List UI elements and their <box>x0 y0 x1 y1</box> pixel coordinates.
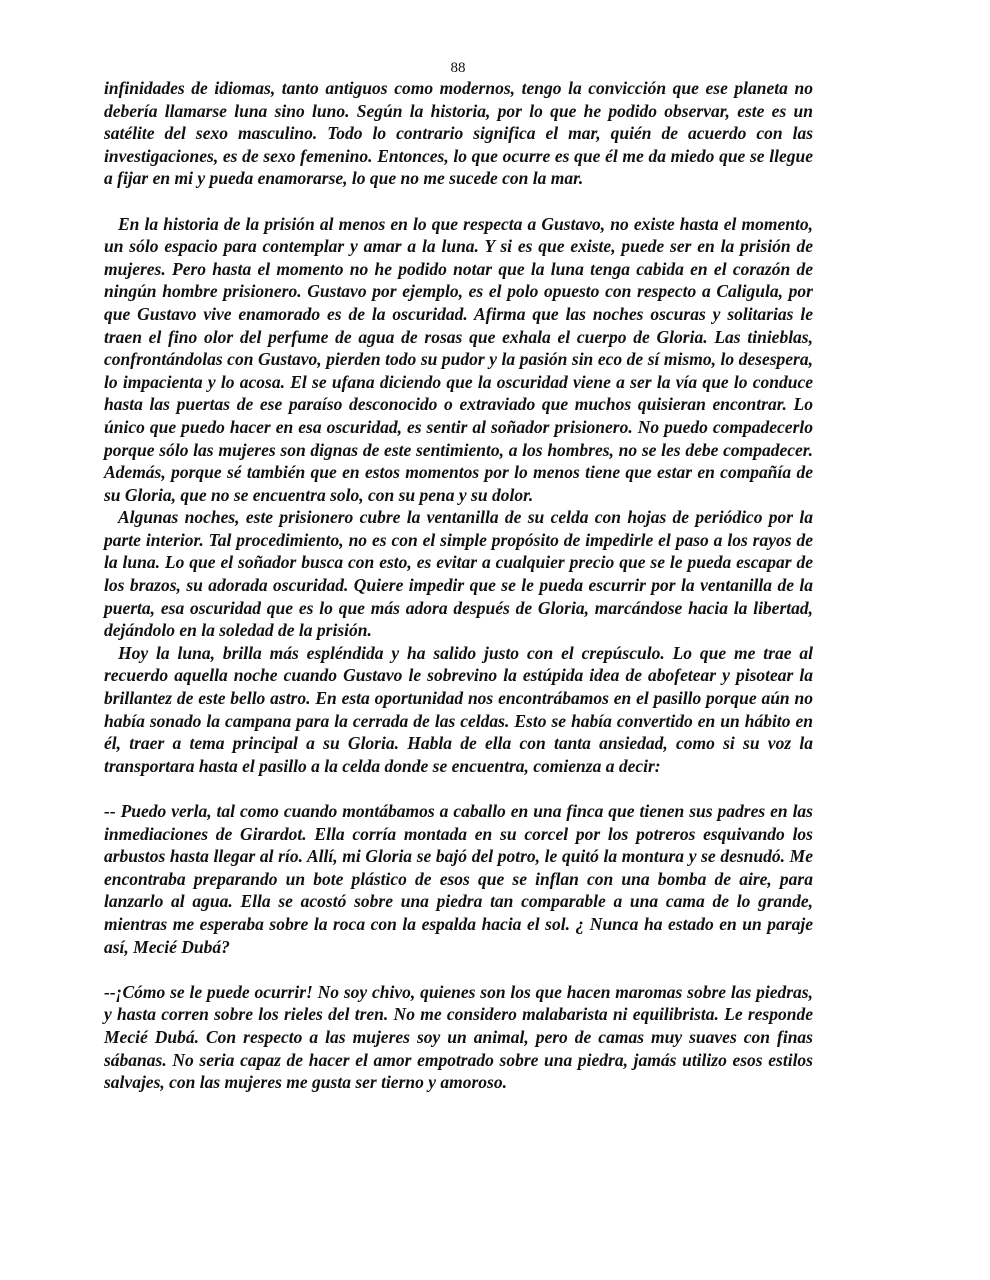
paragraph-moon-gender: infinidades de idiomas, tanto antiguos como modernos, tengo la convicción que ese planeta no debería llamarse luna sino luno. Según la historia, por lo que he podido observar, este es un satélite del sexo masculino. Todo lo contrario significa el mar, quién de acuerdo con las investigaciones, es de sexo femenino. Entonces, lo que ocurre es que él me da miedo que se llegue a fijar en mi y pueda enamorarse, lo que no me sucede con la mar. <box>104 78 813 189</box>
paragraph-tonight-moon: Hoy la luna, brilla más espléndida y ha salido justo con el crepúsculo. Lo que me trae al recuerdo aquella noche cuando Gustavo le sobrevino la estúpida idea de abofetear y pisotear la brillantez de este bello astro. En esta oportunidad nos encontrábamos en el pasillo porque aún no había sonado la campana para la cerrada de las celdas. Esto se había convertido en un hábito en él, traer a tema principal a su Gloria. Habla de ella con tanta ansiedad, como si su voz la transportara hasta el pasillo a la celda donde se encuentra, comienza a decir: <box>104 642 813 776</box>
body-text <box>104 77 813 1094</box>
paragraph-gustavo-darkness: En la historia de la prisión al menos en lo que respecta a Gustavo, no existe hasta el momento, un sólo espacio para contemplar y amar a la luna. Y si es que existe, puede ser en la prisión de mujeres. Pero hasta el momento no he podido notar que la luna tenga cabida en el corazón de ningún hombre prisionero. Gustavo por ejemplo, es el polo opuesto con respecto a Caligula, por que Gustavo vive enamorado es de la oscuridad. Afirma que las noches oscuras y solitarias le traen el fino olor del perfume de agua de rosas que exhala el cuerpo de Gloria. Las tinieblas, confrontándolas con Gustavo, pierden todo su pudor y la pasión sin eco de sí mismo, lo desespera, lo impacienta y lo acosa. El se ufana diciendo que la oscuridad viene a ser la vía que lo conduce hasta las puertas de ese paraíso desconocido o extraviado que muchos quisieran encontrar. Lo único que puedo hacer en esa oscuridad, es sentir al soñador prisionero. No puedo compadecerlo porque sólo las mujeres son dignas de este sentimiento, a los hombres, no se les debe compadecer. Además, porque sé también que en estos momentos por lo menos tiene que estar en compañía de su Gloria, que no se encuentra solo, con su pena y su dolor. <box>104 213 813 505</box>
page-number: 88 <box>450 60 466 76</box>
paragraph-window-newspaper: Algunas noches, este prisionero cubre la ventanilla de su celda con hojas de periódico por la parte interior. Tal procedimiento, no es con el simple propósito de impedirle el paso a los rayos de la luna. Lo que el soñador busca con esto, es evitar a cualquier precio que se le pueda escapar de los brazos, su adorada oscuridad. Quiere impedir que se le pueda escurrir por la ventanilla de la puerta, esa oscuridad que es lo que más adora después de Gloria, marcándose hacia la libertad, dejándolo en la soledad de la prisión. <box>104 507 813 641</box>
paragraph-dialogue-mecie: --¡Cómo se le puede ocurrir! No soy chivo, quienes son los que hacen maromas sobre las piedras, y hasta corren sobre los rieles del tren. No me considero malabarista ni equilibrista. Le responde Mecié Dubá. Con respecto a las mujeres soy un animal, pero de camas muy suaves con finas sábanas. No seria capaz de hacer el amor empotrado sobre una piedra, jamás utilizo esos estilos salvajes, con las mujeres me gusta ser tierno y amoroso. <box>104 981 813 1093</box>
paragraph-dialogue-gustavo: -- Puedo verla, tal como cuando montábamos a caballo en una finca que tienen sus padres en las inmediaciones de Girardot. Ella corría montada en su corcel por los potreros esquivando los arbustos hasta llegar al río. Allí, mi Gloria se bajó del potro, le quitó la montura y se desnudó. Me encontraba preparando un bote plástico de esos que se inflan con una bomba de aire, para lanzarlo al agua. Ella se acostó sobre una piedra tan comparable a una cama de lo grande, mientras me esperaba sobre la roca con la espalda hacia el sol. ¿ Nunca ha estado en un paraje así, Mecié Dubá? <box>104 801 813 957</box>
